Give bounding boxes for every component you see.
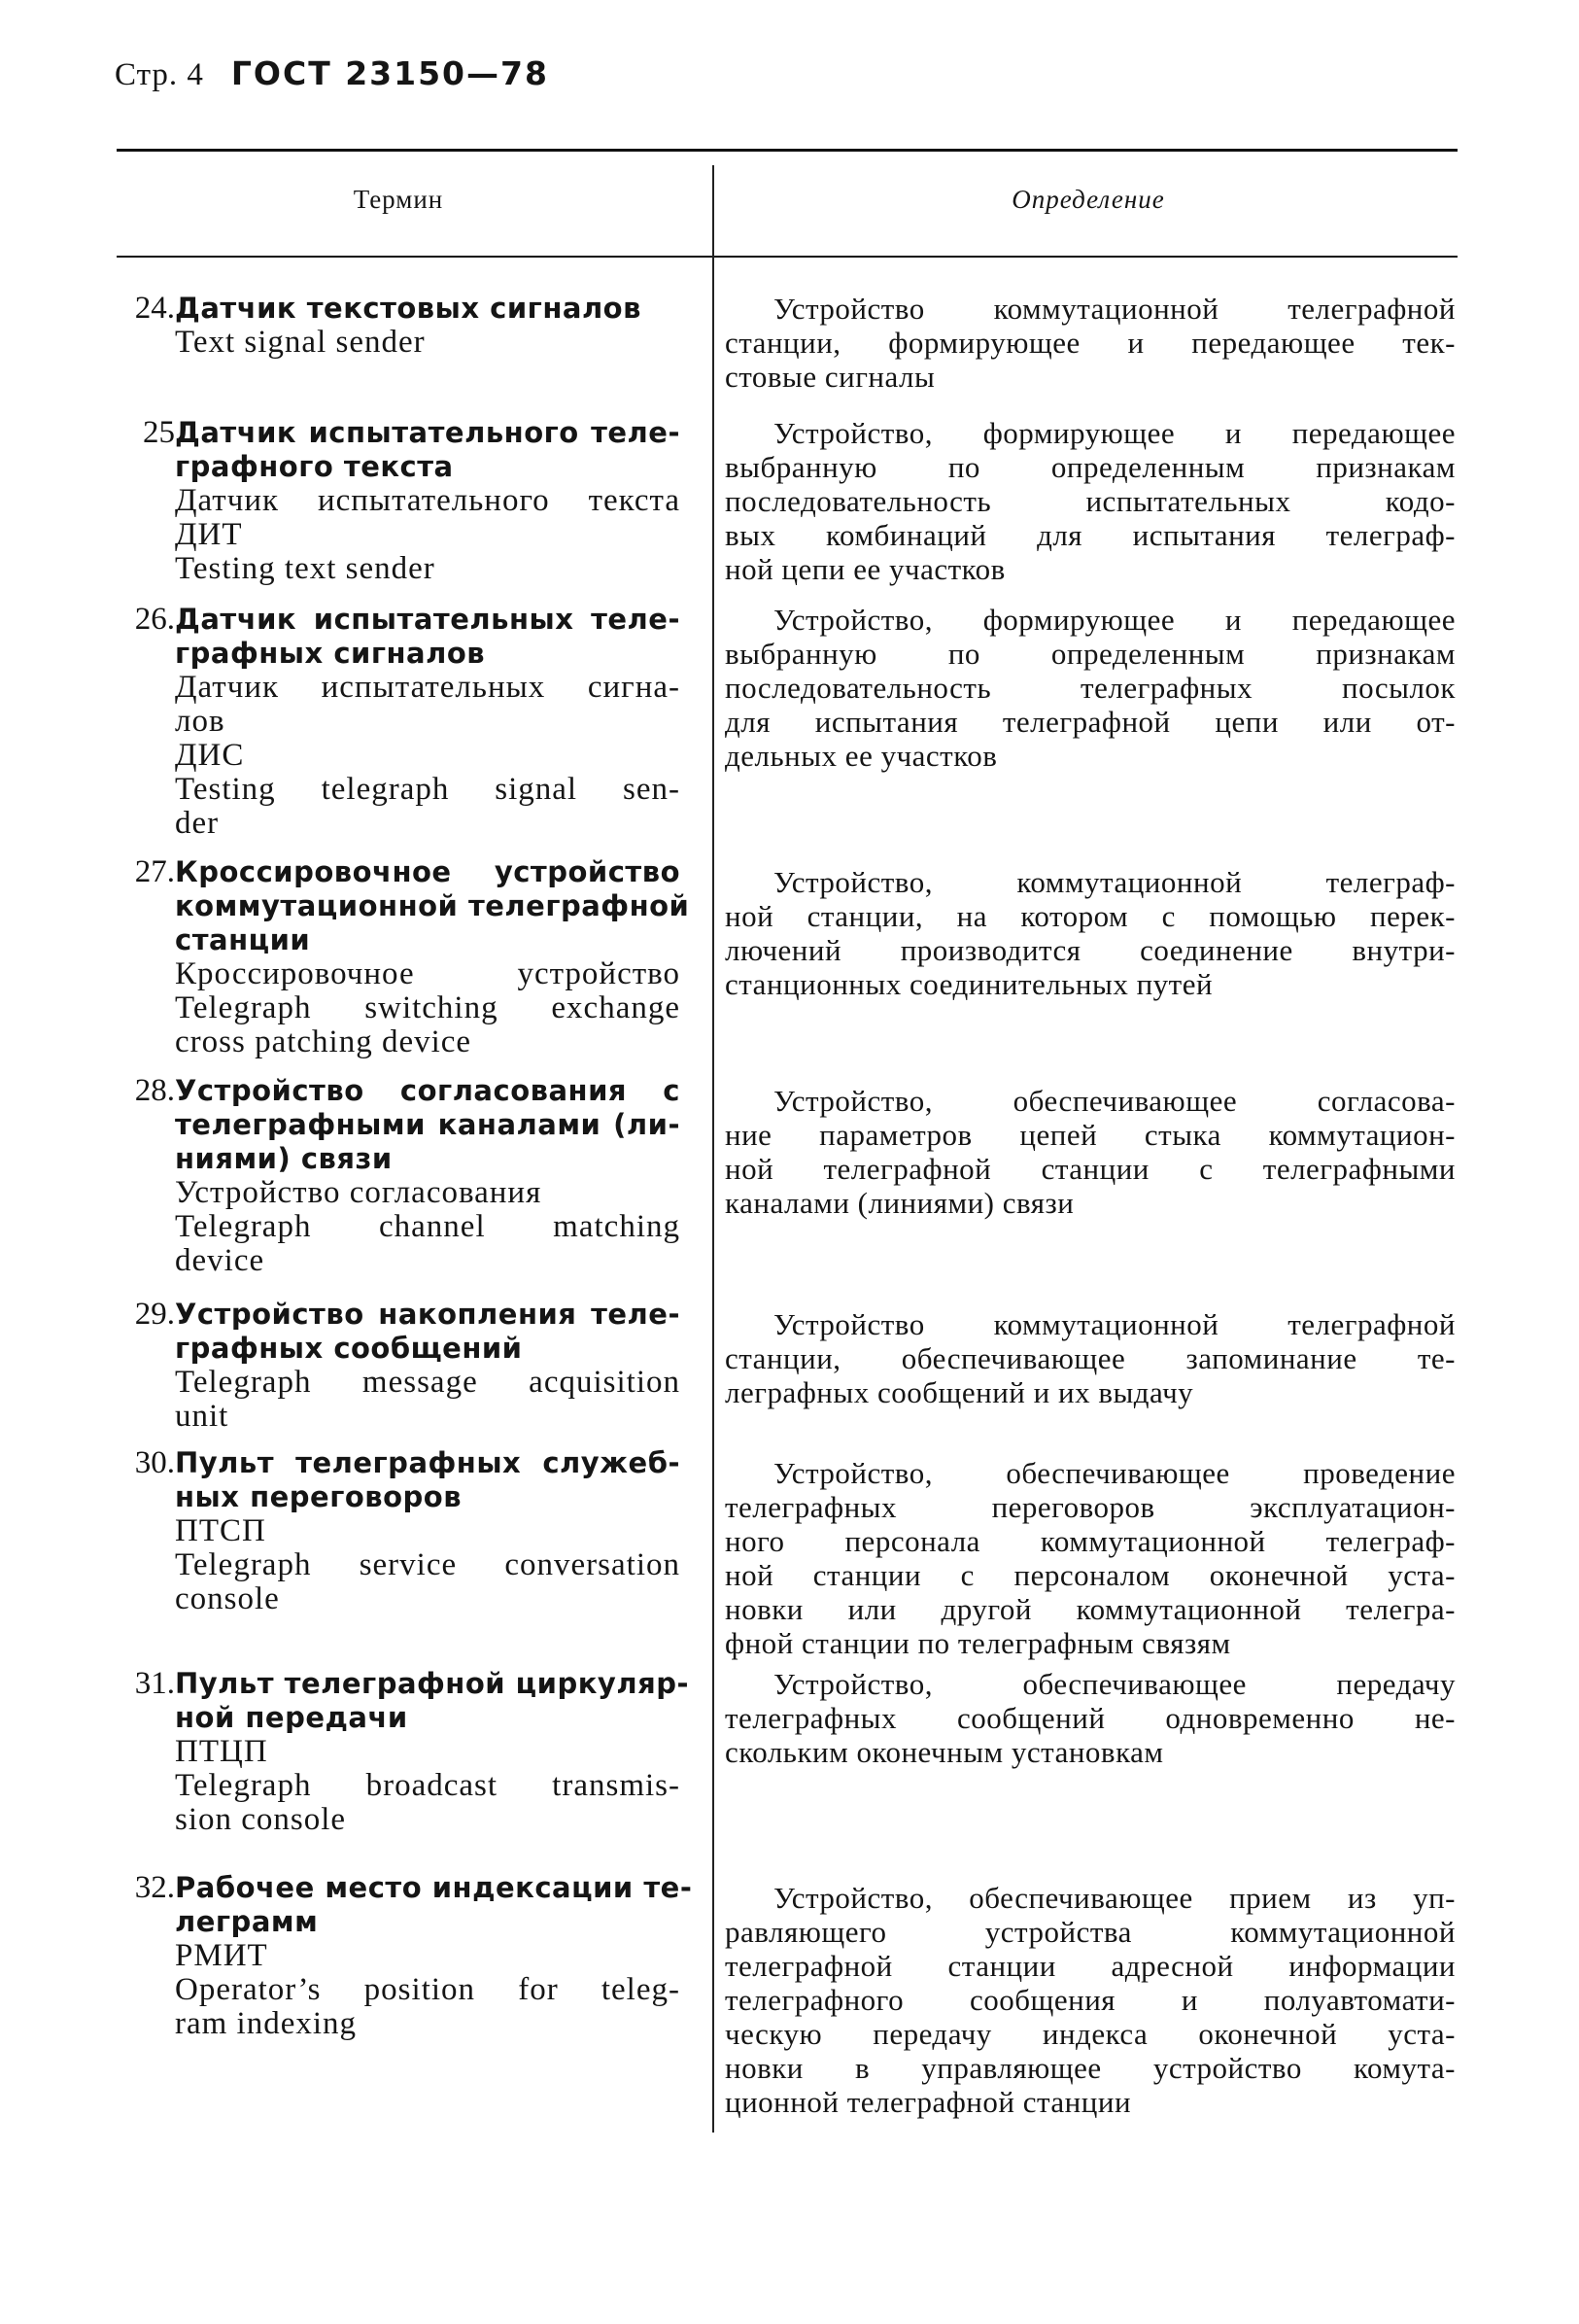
- page-number: Стр. 4: [115, 57, 204, 92]
- term-number: 31.: [134, 1666, 175, 1701]
- definition-line: выбранную по определенным признакам: [725, 637, 1456, 671]
- definition-line: леграфных сообщений и их выдачу: [725, 1375, 1194, 1409]
- term-alias-line: cross patching device: [175, 1024, 472, 1059]
- definition-line: Устройство, формирующее и передающее: [773, 603, 1456, 637]
- term-alias-line: Telegraph switching exchange: [175, 990, 680, 1025]
- definition-line: фной станции по телеграфным связям: [725, 1626, 1231, 1660]
- term-title-line: станции: [175, 923, 311, 956]
- term-alias-line: ДИТ: [175, 517, 243, 552]
- term-alias-line: ПТСП: [175, 1513, 266, 1548]
- top-rule: [117, 149, 1458, 152]
- definition-line: ного персонала коммутационной телеграф-: [725, 1524, 1456, 1558]
- term-alias-line: Telegraph message acquisition: [175, 1365, 680, 1400]
- term-alias-line: Operator’s position for teleg-: [175, 1972, 680, 2007]
- definition-line: Устройство, коммутационной телеграф-: [773, 865, 1456, 899]
- term-number: 30.: [134, 1445, 175, 1480]
- definition-line: Устройство, обеспечивающее проведение: [773, 1456, 1456, 1490]
- term-title-line: графного текста: [175, 450, 454, 483]
- definition-line: Устройство, обеспечивающее согласова-: [773, 1084, 1456, 1118]
- term-alias-line: device: [175, 1243, 265, 1278]
- definition-cell: [725, 603, 1456, 773]
- definition-line: каналами (линиями) связи: [725, 1186, 1075, 1220]
- definition-cell: [725, 865, 1456, 1001]
- term-number: 28.: [134, 1073, 175, 1108]
- term-number: 25: [143, 415, 175, 450]
- term-alias-line: лов: [175, 704, 225, 739]
- definition-line: телеграфного сообщения и полуавтомати-: [725, 1983, 1456, 2017]
- term-alias-line: Testing text sender: [175, 551, 435, 586]
- definition-line: последовательность испытательных кодо-: [725, 484, 1456, 518]
- definition-line: дельных ее участков: [725, 739, 998, 773]
- definition-line: выбранную по определенным признакам: [725, 450, 1456, 484]
- term-title-line: Датчик текстовых сигналов: [175, 292, 641, 325]
- term-alias-line: der: [175, 806, 220, 841]
- term-title-line: графных сообщений: [175, 1332, 523, 1365]
- term-title-line: графных сигналов: [175, 637, 486, 670]
- definition-line: Устройство, обеспечивающее передачу: [773, 1667, 1456, 1701]
- term-alias-line: Testing telegraph signal sen-: [175, 772, 680, 807]
- term-alias-line: console: [175, 1581, 280, 1616]
- definition-cell: [725, 416, 1456, 586]
- term-alias-line: Устройство согласования: [175, 1175, 542, 1210]
- column-header-definition: Определение: [1012, 185, 1165, 214]
- definition-line: ционной телеграфной станции: [725, 2085, 1132, 2119]
- term-title-line: леграмм: [175, 1905, 319, 1938]
- definition-line: Устройство коммутационной телеграфной: [773, 1307, 1456, 1341]
- term-title-line: Датчик испытательного теле-: [175, 416, 680, 449]
- term-title-line: ной передачи: [175, 1701, 408, 1734]
- term-title-line: ных переговоров: [175, 1480, 463, 1513]
- term-title-line: Кроссировочное устройство: [175, 855, 680, 888]
- term-alias-line: Text signal sender: [175, 325, 426, 360]
- term-title-line: Датчик испытательных теле-: [175, 603, 680, 636]
- term-number: 32.: [134, 1870, 175, 1905]
- term-title-line: Пульт телеграфных служеб-: [175, 1446, 680, 1479]
- term-alias-line: unit: [175, 1399, 229, 1434]
- definition-line: станции, формирующее и передающее тек-: [725, 326, 1456, 360]
- definition-line: новки или другой коммутационной телегра-: [725, 1592, 1456, 1626]
- definition-line: вых комбинаций для испытания телеграф-: [725, 518, 1456, 552]
- term-title-line: коммутационной телеграфной: [175, 889, 690, 922]
- term-alias-line: Кроссировочное устройство: [175, 956, 680, 991]
- term-title-line: ниями) связи: [175, 1142, 393, 1175]
- definition-line: Устройство, формирующее и передающее: [773, 416, 1456, 450]
- definition-cell: [725, 1084, 1456, 1220]
- term-alias-line: ДИС: [175, 738, 245, 773]
- definition-line: ние параметров цепей стыка коммутацион-: [725, 1118, 1456, 1152]
- standard-number: ГОСТ 23150—78: [230, 54, 549, 92]
- term-number: 24.: [134, 291, 175, 326]
- term-alias-line: Telegraph service conversation: [175, 1547, 680, 1582]
- definition-line: ной телеграфной станции с телеграфными: [725, 1152, 1456, 1186]
- definition-line: ной станции с персоналом оконечной уста-: [725, 1558, 1456, 1592]
- page-header: [115, 54, 549, 93]
- definition-line: равляющего устройства коммутационной: [725, 1915, 1456, 1949]
- header-rule: [117, 256, 1458, 258]
- term-alias-line: Датчик испытательного текста: [175, 483, 680, 518]
- term-number: 26.: [134, 602, 175, 637]
- column-header-term: Термин: [353, 185, 444, 214]
- term-title-line: Рабочее место индексации те-: [175, 1871, 693, 1904]
- definition-cell: [725, 1307, 1456, 1409]
- definition-line: новки в управляющее устройство комута-: [725, 2051, 1456, 2085]
- term-title-line: Устройство накопления теле-: [175, 1298, 680, 1331]
- term-title-line: телеграфными каналами (ли-: [175, 1108, 680, 1141]
- term-number: 27.: [134, 854, 175, 889]
- term-alias-line: sion console: [175, 1802, 347, 1837]
- term-alias-line: Датчик испытательных сигна-: [175, 670, 680, 705]
- definition-line: ной станции, на котором с помощью перек-: [725, 899, 1456, 933]
- definition-line: лючений производится соединение внутри-: [725, 933, 1456, 967]
- definition-line: Устройство коммутационной телеграфной: [773, 292, 1456, 326]
- definition-line: ной цепи ее участков: [725, 552, 1006, 586]
- definition-line: ческую передачу индекса оконечной уста-: [725, 2017, 1456, 2051]
- definition-cell: [725, 1456, 1456, 1660]
- definition-line: телеграфной станции адресной информации: [725, 1949, 1456, 1983]
- definition-cell: [725, 1667, 1456, 1769]
- definition-line: скольким оконечным установкам: [725, 1735, 1164, 1769]
- definition-cell: [725, 1881, 1456, 2119]
- column-divider: [712, 165, 714, 2133]
- term-number: 29.: [134, 1297, 175, 1332]
- definition-line: стовые сигналы: [725, 360, 936, 394]
- definition-line: станционных соединительных путей: [725, 967, 1214, 1001]
- term-alias-line: ram indexing: [175, 2006, 358, 2041]
- term-title-line: Устройство согласования с: [175, 1074, 680, 1107]
- definition-line: для испытания телеграфной цепи или от-: [725, 705, 1456, 739]
- term-alias-line: Telegraph channel matching: [175, 1209, 680, 1244]
- term-alias-line: ПТЦП: [175, 1734, 268, 1769]
- definition-line: последовательность телеграфных посылок: [725, 671, 1456, 705]
- definition-line: телеграфных сообщений одновременно не-: [725, 1701, 1456, 1735]
- term-title-line: Пульт телеграфной циркуляр-: [175, 1667, 689, 1700]
- definition-line: Устройство, обеспечивающее прием из уп-: [773, 1881, 1456, 1915]
- definition-line: станции, обеспечивающее запоминание те-: [725, 1341, 1456, 1375]
- definition-line: телеграфных переговоров эксплуатацион-: [725, 1490, 1456, 1524]
- term-alias-line: РМИТ: [175, 1938, 268, 1973]
- definition-cell: [725, 292, 1456, 394]
- term-alias-line: Telegraph broadcast transmis-: [175, 1768, 680, 1803]
